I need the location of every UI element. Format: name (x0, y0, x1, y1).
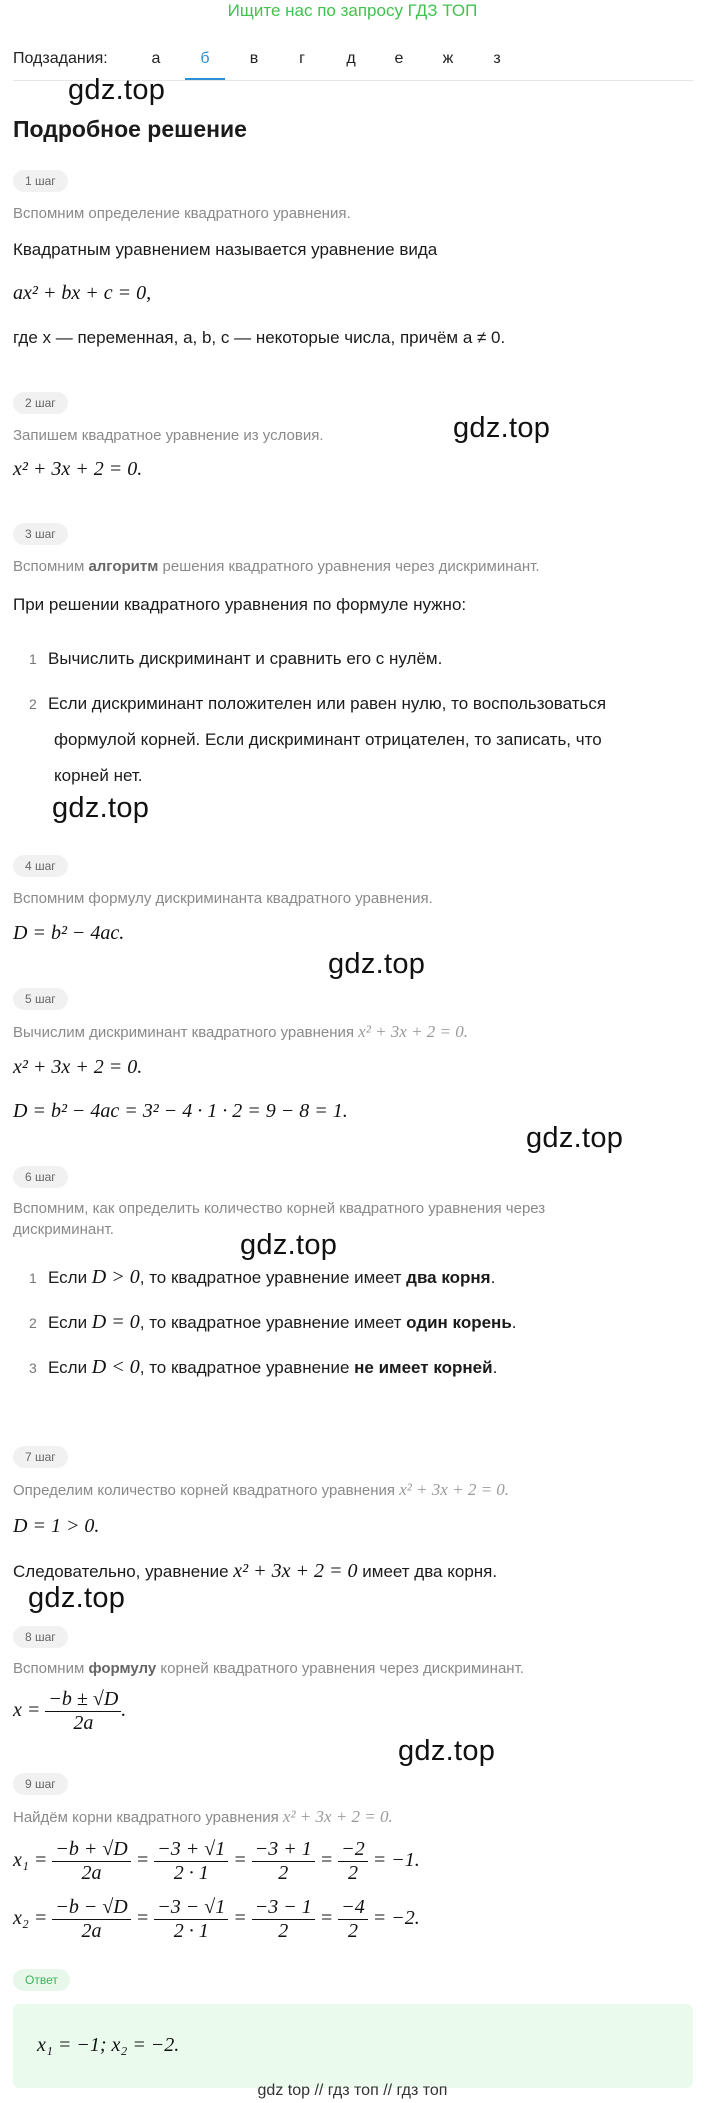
fraction (338, 1896, 368, 1943)
tab-z[interactable]: з (493, 50, 501, 67)
hint-math: x² + 3x + 2 = 0. (282, 1807, 393, 1826)
root-x2: x₂ = $\frac{-b - √D}{2a}$ = $\frac{-3 - √1}{2 \cdot 1}$ = $\frac{-3 - 1}{2}$ = $\frac{-4}{2}$ = −2. (13, 1896, 420, 1942)
watermark: gdz.top (398, 1735, 496, 1767)
item-mid: , то квадратное уравнение имеет (139, 1313, 407, 1332)
item-post: . (492, 1358, 498, 1377)
watermark: gdz.top (526, 1122, 624, 1154)
hint-math: x² + 3x + 2 = 0. (399, 1480, 510, 1499)
hint-post: корней квадратного уравнения через дискриминант. (156, 1660, 524, 1677)
item-mid: , то квадратное уравнение имеет (139, 1268, 407, 1287)
numerator: −4 (338, 1896, 368, 1920)
step-badge: 6 шаг (13, 1166, 68, 1188)
fraction (52, 1838, 130, 1885)
list-item: корней нет. (54, 766, 143, 785)
watermark: gdz.top (240, 1229, 338, 1261)
item-bold: два корня (406, 1268, 491, 1287)
watermark: gdz.top (453, 412, 551, 444)
fraction (45, 1688, 121, 1735)
hint-text: Определим количество корней квадратного уравнения (13, 1482, 400, 1499)
step-badge: 5 шаг (13, 988, 68, 1010)
denominator: 2a (81, 1862, 102, 1884)
list-item (48, 1311, 517, 1334)
item-bold: один корень (406, 1313, 512, 1332)
result: = −1. (372, 1849, 420, 1872)
roots-formula (13, 1688, 126, 1735)
hint-bold: формулу (88, 1660, 157, 1677)
watermark: gdz.top (28, 1582, 126, 1614)
numerator: −3 − 1 (252, 1896, 315, 1920)
step-text: При решении квадратного уравнения по формуле нужно: (13, 595, 467, 614)
step-hint: Вспомним формулу дискриминанта квадратного уравнения. (13, 890, 433, 907)
list-number: 2 (29, 1315, 37, 1331)
tab-v[interactable]: в (249, 50, 259, 67)
fraction (52, 1896, 130, 1943)
formula-end: . (121, 1699, 127, 1722)
answer-value: x₁ = −1; x₂ = −2. (37, 2034, 180, 2056)
formula: x² + 3x + 2 = 0. (13, 1056, 143, 1078)
numerator: −3 + 1 (252, 1838, 315, 1862)
denominator: 2 · 1 (173, 1920, 209, 1942)
step-hint (13, 1022, 468, 1042)
item-bold: не имеет корней (354, 1358, 493, 1377)
denominator: 2 (278, 1862, 289, 1884)
answer-box (13, 2004, 693, 2088)
watermark: gdz.top (328, 948, 426, 980)
denominator: 2a (81, 1920, 102, 1942)
denominator: 2a (73, 1712, 94, 1734)
list-number: 1 (29, 651, 37, 667)
list-item: формулой корней. Если дискриминант отрицателен, то записать, что (54, 730, 602, 749)
item-math: D > 0 (91, 1266, 140, 1288)
list-number: 2 (29, 696, 37, 712)
denominator: 2 (278, 1920, 289, 1942)
step-badge: 2 шаг (13, 392, 68, 414)
fraction (252, 1896, 315, 1943)
step-text: Квадратным уравнением называется уравнение вида (13, 240, 438, 259)
item-pre: Если (48, 1313, 92, 1332)
denominator: 2 (347, 1920, 358, 1942)
hint-post: решения квадратного уравнения через дискриминант. (158, 558, 540, 575)
step-badge: 8 шаг (13, 1626, 68, 1648)
page-title: Подробное решение (13, 116, 247, 142)
hint-text: Вычислим дискриминант квадратного уравнения (13, 1024, 359, 1041)
step-badge: 7 шаг (13, 1446, 68, 1468)
step-badge: 9 шаг (13, 1773, 68, 1795)
tab-e[interactable]: е (394, 50, 404, 67)
formula: D = 1 > 0. (13, 1515, 100, 1537)
step-badge: 4 шаг (13, 855, 68, 877)
fraction (338, 1838, 368, 1885)
item-pre: Если (48, 1358, 92, 1377)
list-number: 3 (29, 1360, 37, 1376)
lhs: x₂ = (13, 1907, 48, 1930)
denominator: 2 (347, 1862, 358, 1884)
conclusion-pre: Следовательно, уравнение (13, 1562, 234, 1581)
item-mid: , то квадратное уравнение (139, 1358, 355, 1377)
formula: D = b² − 4ac = 3² − 4 · 1 · 2 = 9 − 8 = 1. (13, 1100, 348, 1122)
step-badge: 3 шаг (13, 523, 68, 545)
list-item (48, 1266, 495, 1289)
list-item: Если дискриминант положителен или равен нулю, то воспользоваться (48, 694, 607, 713)
step-hint (13, 558, 540, 575)
top-banner: Ищите нас по запросу ГДЗ ТОП (227, 1, 478, 20)
formula-lhs: x = (13, 1699, 41, 1722)
numerator: −b + √D (52, 1838, 130, 1862)
tab-g[interactable]: г (299, 50, 305, 67)
hint-text: Найдём корни квадратного уравнения (13, 1809, 283, 1826)
step-hint (13, 1807, 393, 1827)
formula: x² + 3x + 2 = 0. (13, 458, 143, 480)
formula: D = b² − 4ac. (13, 922, 125, 944)
item-math: D < 0 (91, 1356, 140, 1378)
item-math: D = 0 (91, 1311, 140, 1333)
list-number: 1 (29, 1270, 37, 1286)
step-text: где x — переменная, a, b, c — некоторые числа, причём a ≠ 0. (13, 328, 506, 347)
item-post: . (490, 1268, 496, 1287)
numerator: −b ± √D (45, 1688, 121, 1712)
root-x1: x₁ = $\frac{-b + √D}{2a}$ = $\frac{-3 + √1}{2 \cdot 1}$ = $\frac{-3 + 1}{2}$ = $\frac{-2}{2}$ = −1. (13, 1838, 420, 1884)
item-pre: Если (48, 1268, 92, 1287)
lhs: x₁ = (13, 1849, 48, 1872)
step-hint: Вспомним, как определить количество корней квадратного уравнения через (13, 1200, 546, 1217)
tab-zh[interactable]: ж (442, 50, 454, 67)
numerator: −2 (338, 1838, 368, 1862)
active-tab-indicator (185, 78, 225, 80)
tab-d[interactable]: д (346, 50, 356, 67)
hint-math: x² + 3x + 2 = 0. (358, 1022, 469, 1041)
tab-b[interactable]: б (200, 50, 210, 67)
step-hint: Вспомним определение квадратного уравнения. (13, 205, 351, 222)
hint-pre: Вспомним (13, 1660, 89, 1677)
watermark: gdz.top (52, 792, 150, 824)
step-hint: Запишем квадратное уравнение из условия. (13, 427, 324, 444)
formula-text: ax² + bx + c = 0, (13, 282, 152, 304)
tab-a[interactable]: а (151, 50, 161, 67)
fraction (252, 1838, 315, 1885)
denominator: 2 · 1 (173, 1862, 209, 1884)
result: = −2. (372, 1907, 420, 1930)
answer-badge: Ответ (13, 1969, 70, 1991)
hint-bold: алгоритм (88, 558, 159, 575)
formula (13, 282, 151, 305)
step-hint (13, 1480, 509, 1500)
numerator: −3 − √1 (154, 1896, 228, 1920)
conclusion-math: x² + 3x + 2 = 0 (233, 1560, 358, 1582)
numerator: −b − √D (52, 1896, 130, 1920)
step-hint (13, 1660, 524, 1677)
fraction (154, 1838, 228, 1885)
step-badge: 1 шаг (13, 170, 68, 192)
watermark: gdz.top (68, 74, 166, 106)
step-text (13, 1560, 497, 1583)
list-item (48, 1356, 497, 1379)
subtasks-label: Подзадания: (13, 50, 108, 67)
fraction (154, 1896, 228, 1943)
item-post: . (511, 1313, 517, 1332)
step-hint: дискриминант. (13, 1221, 114, 1238)
conclusion-post: имеет два корня. (357, 1562, 498, 1581)
list-item: Вычислить дискриминант и сравнить его с нулём. (48, 649, 443, 668)
numerator: −3 + √1 (154, 1838, 228, 1862)
hint-pre: Вспомним (13, 558, 89, 575)
footer-links[interactable]: gdz top // гдз топ // гдз топ (257, 2082, 448, 2099)
